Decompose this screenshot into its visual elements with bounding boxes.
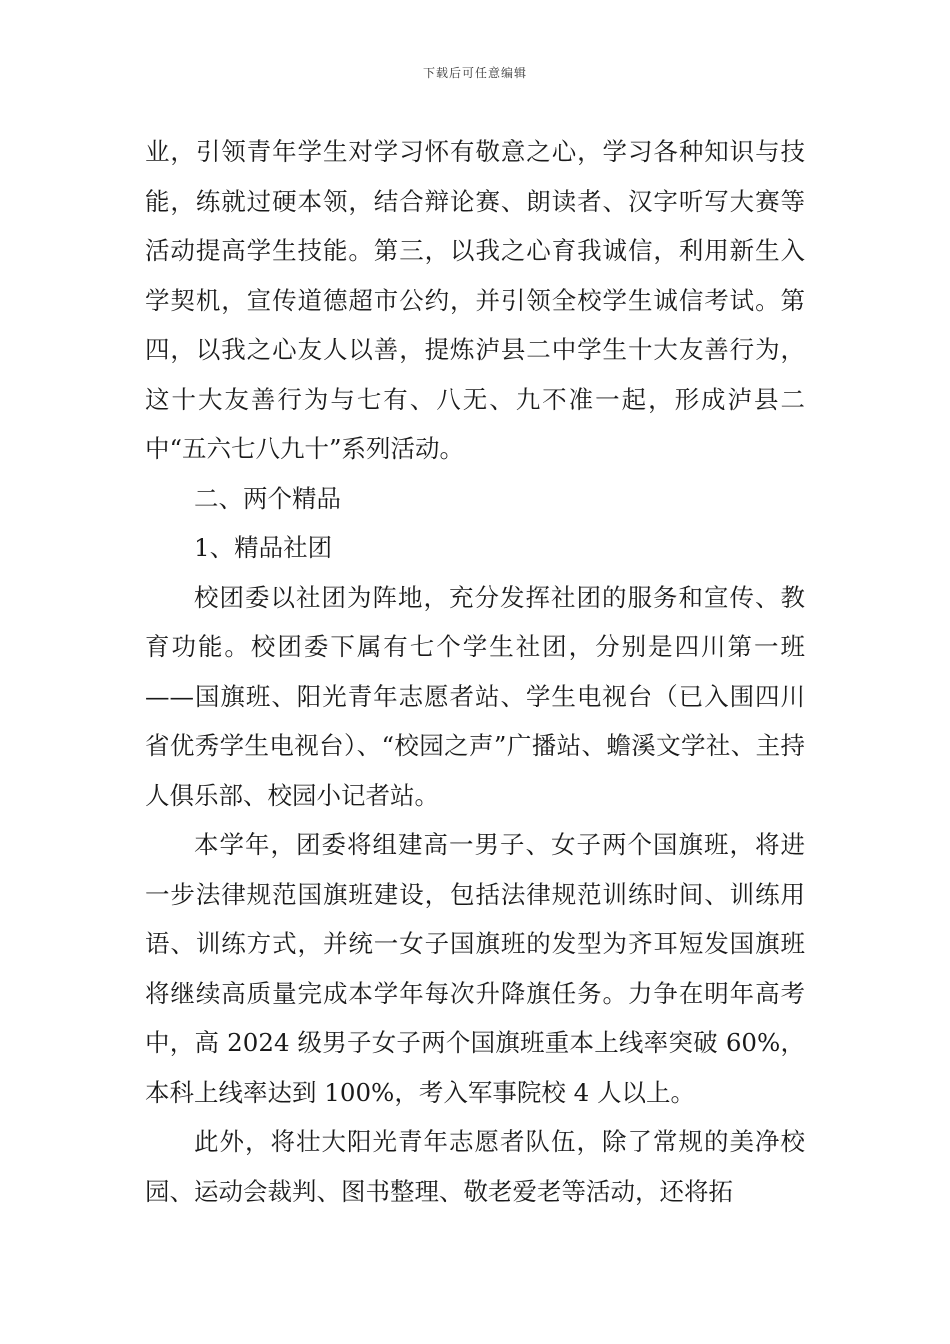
paragraph-clubs: 校团委以社团为阵地，充分发挥社团的服务和宣传、教育功能。校团委下属有七个学生社团，分别是四川第一班——国旗班、阳光青年志愿者站、学生电视台（已入围四川省优秀学生电视台）、“校园之声”广播站、蟾溪文学社、主持人俱乐部、校园小记者站。 [145, 582, 805, 810]
paragraph-continuation: 业，引领青年学生对学习怀有敬意之心，学习各种知识与技能，练就过硬本领，结合辩论赛、朗读者、汉字听写大赛等活动提高学生技能。第三，以我之心育我诚信，利用新生入学契机，宣传道德超市公约，并引领全校学生诚信考试。第四，以我之心友人以善，提炼泸县二中学生十大友善行为，这十大友善行为与七有、八无、九不准一起，形成泸县二中“五六七八九十”系列活动。 [145, 137, 805, 463]
section-heading: 二、两个精品 [194, 483, 341, 513]
subsection-heading: 1、精品社团 [194, 533, 333, 562]
paragraph-flag-class: 本学年，团委将组建高一男子、女子两个国旗班，将进一步法律规范国旗班建设，包括法律规范训练时间、训练用语、训练方式，并统一女子国旗班的发型为齐耳短发国旗班将继续高质量完成本学年每次升降旗任务。力争在明年高考中，高 2024 级男子女子两个国旗班重本上线率突破 60%，本科上线率达到 100%，考入军事院校 4 人以上。 [145, 830, 805, 1107]
document-body [145, 127, 805, 1216]
paragraph-volunteers: 此外，将壮大阳光青年志愿者队伍，除了常规的美净校园、运动会裁判、图书整理、敬老爱老等活动，还将拓 [145, 1127, 805, 1206]
page-header-note: 下载后可任意编辑 [422, 66, 527, 80]
